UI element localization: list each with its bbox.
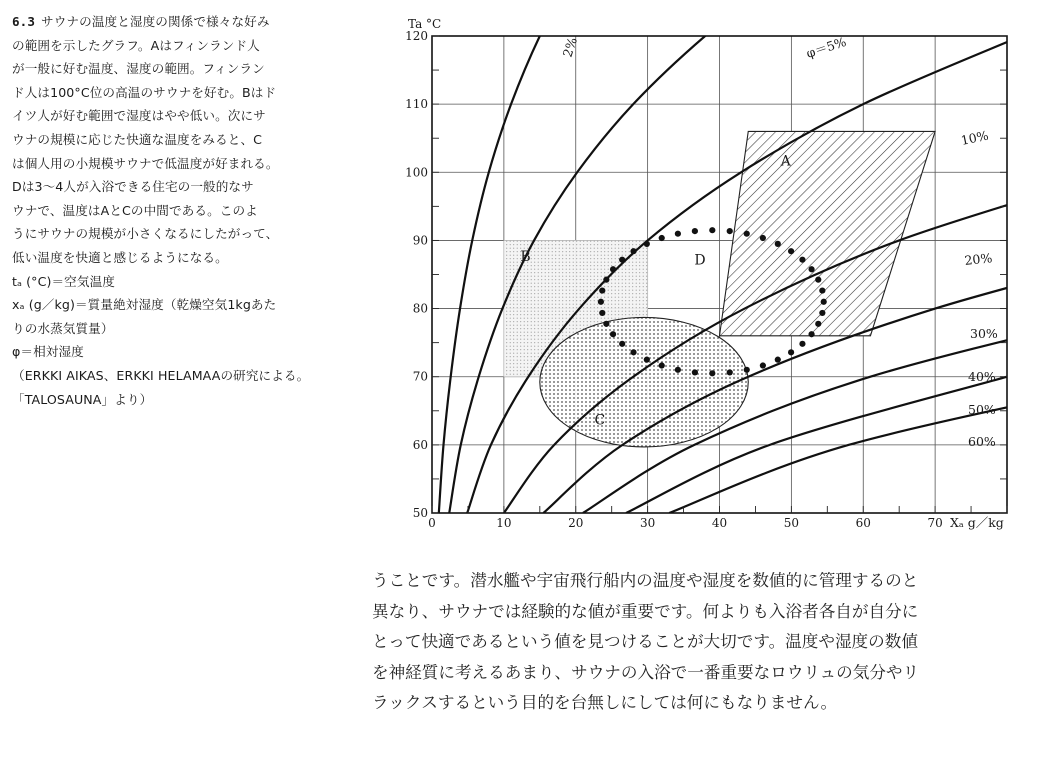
caption-line-4: イツ人が好む範囲で湿度はやや低い。次にサ xyxy=(12,108,266,124)
ring-dot xyxy=(659,362,665,368)
caption-line-5: ウナの規模に応じた快適な温度をみると、C xyxy=(12,131,263,147)
region-a-label: A xyxy=(780,153,791,170)
caption-line-6: は個人用の小規模サウナで低温度が好まれる。 xyxy=(12,155,279,171)
x-tick-label: 40 xyxy=(711,516,728,530)
rh-label-10pct: 10% xyxy=(959,127,990,148)
ring-dot xyxy=(644,357,650,363)
y-tick-label: 50 xyxy=(412,506,428,520)
ring-dot xyxy=(815,277,821,283)
ring-dot xyxy=(788,349,794,355)
ring-dot xyxy=(692,369,698,375)
x-tick-label: 0 xyxy=(428,516,436,530)
caption-legend-xa-cont: りの水蒸気質量） xyxy=(12,320,114,336)
x-tick-label: 60 xyxy=(855,516,871,530)
ring-dot xyxy=(630,349,636,355)
ring-dot xyxy=(819,310,825,316)
caption-line-7: Dは3～4人が入浴できる住宅の一般的なサ xyxy=(12,179,254,195)
y-tick-label: 110 xyxy=(405,97,428,112)
x-tick-label: 70 xyxy=(927,516,943,530)
ring-dot xyxy=(692,228,698,234)
rh-label-30pct: 30% xyxy=(970,326,998,341)
ring-dot xyxy=(675,231,681,237)
caption-legend-xa: xₐ (g／kg)＝質量絶対湿度（乾燥空気1kgあた xyxy=(12,297,277,313)
ring-dot xyxy=(815,321,821,327)
body-paragraph xyxy=(372,566,1022,719)
caption-line-2: が一般に好む温度、湿度の範囲。フィンラン xyxy=(12,61,265,77)
ring-dot xyxy=(799,341,805,347)
caption-legend-ta: tₐ (°C)＝空気温度 xyxy=(12,273,115,289)
rh-label-40pct: 40% xyxy=(968,369,996,384)
body-line-1: 異なり、サウナでは経験的な値が重要です。何よりも入浴者各自が自分に xyxy=(372,601,919,621)
region-d-label: D xyxy=(694,252,706,269)
caption-line-8: ウナで、温度はAとCの中間である。このよ xyxy=(12,202,258,218)
ring-dot xyxy=(610,331,616,337)
y-axis-label: Ta °C xyxy=(408,17,442,31)
ring-dot xyxy=(659,235,665,241)
caption-line-0: 6.3 サウナの温度と湿度の関係で様々な好み xyxy=(12,14,270,29)
x-tick-label: 20 xyxy=(568,516,584,530)
ring-dot xyxy=(760,362,766,368)
caption-source-cont: 「TALOSAUNA」より） xyxy=(12,391,153,407)
caption-legend-phi: φ＝相対湿度 xyxy=(12,344,84,360)
y-tick-label: 120 xyxy=(405,29,428,43)
ring-dot xyxy=(709,227,715,233)
ring-dot xyxy=(727,228,733,234)
rh-label-5pct: φ＝5% xyxy=(804,33,849,61)
rh-label-20pct: 20% xyxy=(963,250,993,268)
body-line-4: ラックスするという目的を台無しにしては何にもなりません。 xyxy=(372,693,838,712)
y-tick-label: 90 xyxy=(412,233,428,248)
figure-number: 6.3 xyxy=(12,14,36,29)
body-line-0: うことです。潜水艦や宇宙飛行船内の温度や湿度を数値的に管理するのと xyxy=(372,571,919,590)
ring-dot xyxy=(598,299,604,305)
psychrometric-chart xyxy=(400,12,1030,542)
ring-dot xyxy=(709,370,715,376)
chart-svg xyxy=(400,12,1030,542)
ring-dot xyxy=(675,367,681,373)
x-tick-label: 10 xyxy=(496,516,512,530)
ring-dot xyxy=(727,369,733,375)
figure-caption xyxy=(12,10,337,411)
ring-dot xyxy=(775,357,781,363)
body-line-2: とって快適であるという値を見つけることが大切です。温度や湿度の数値 xyxy=(372,632,918,651)
y-tick-label: 80 xyxy=(412,301,428,316)
ring-dot xyxy=(603,321,609,327)
x-tick-label: 30 xyxy=(639,516,656,530)
ring-dot xyxy=(819,287,825,293)
ring-dot xyxy=(744,367,750,373)
ring-dot xyxy=(788,248,794,254)
rh-label-2pct: 2% xyxy=(559,35,580,59)
ring-dot xyxy=(619,341,625,347)
ring-dot xyxy=(775,241,781,247)
caption-source: （ERKKI AIKAS、ERKKI HELAMAAの研究による。 xyxy=(12,367,310,383)
ring-dot xyxy=(760,235,766,241)
caption-line-10: 低い温度を快適と感じるようになる。 xyxy=(12,249,228,265)
y-tick-label: 70 xyxy=(412,369,428,384)
caption-line-1: の範囲を示したグラフ。Aはフィンランド人 xyxy=(12,37,260,53)
x-tick-label: 50 xyxy=(783,516,800,530)
ring-dot xyxy=(799,257,805,263)
rh-label-50pct: 50% xyxy=(968,402,996,417)
caption-line-3: ド人は100°C位の高温のサウナを好む。Bはド xyxy=(12,84,277,100)
rh-label-60pct: 60% xyxy=(968,434,996,449)
ring-dot xyxy=(599,287,605,293)
region-b-label: B xyxy=(520,248,531,265)
ring-dot xyxy=(599,310,605,316)
x-axis-label: Xₐ g／kg xyxy=(950,515,1004,530)
ring-dot xyxy=(808,266,814,272)
caption-line-9: うにサウナの規模が小さくなるにしたがって、 xyxy=(12,226,279,242)
ring-dot xyxy=(821,299,827,305)
ring-dot xyxy=(808,331,814,337)
ring-dot xyxy=(744,231,750,237)
region-c-label: C xyxy=(594,412,606,429)
y-tick-label: 60 xyxy=(412,437,428,452)
y-tick-label: 100 xyxy=(405,165,428,180)
body-line-3: を神経質に考えるあまり、サウナの入浴で一番重要なロウリュの気分やリ xyxy=(372,662,920,682)
